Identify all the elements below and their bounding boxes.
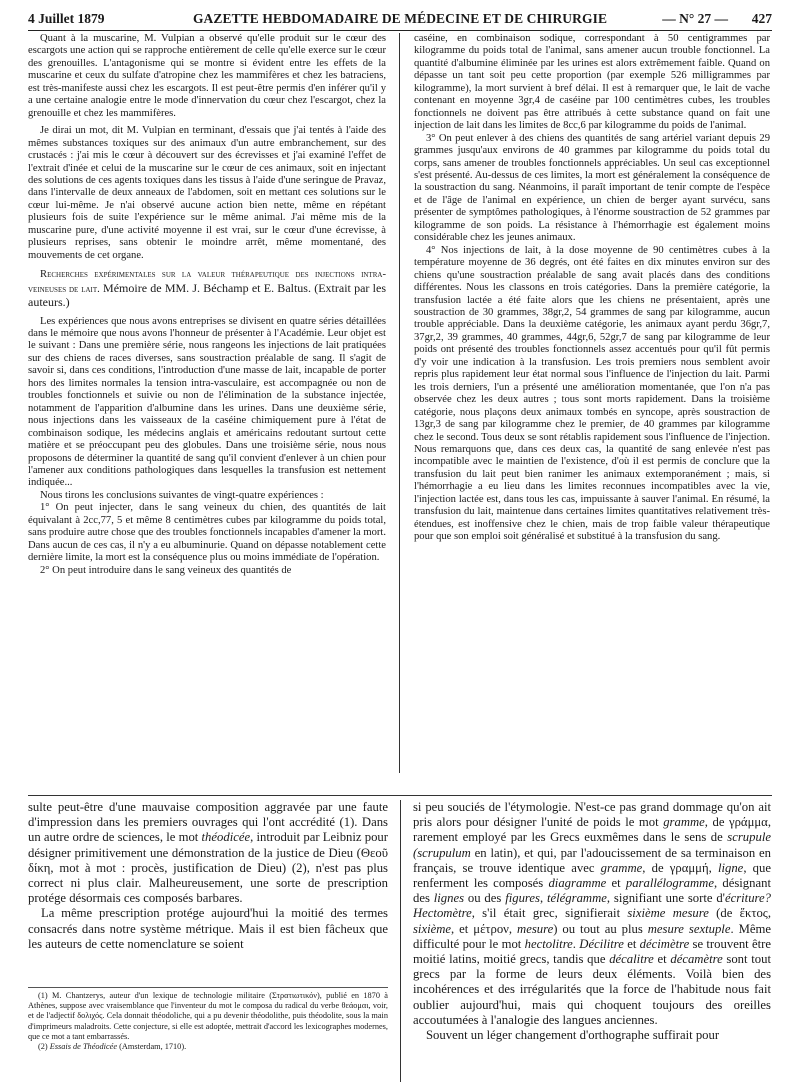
paragraph: Je dirai un mot, dit M. Vulpian en terminant, d'essais que j'ai tentés à l'aide des mêmes substances toxiques sur des animaux d'un autre embranchement, sur des crustacés : j'ai mis le cœur à découvert sur des écrevisses et j'ai examiné l'effet de l'extrait d'inée et celui de la muscarine sur le cœur de ces animaux, soit en injectant des solutions de ces agents toxiques dans les tissus à l'aide d'une seringue de Pravaz, dans l'intervalle de deux anneaux de l'abdomen, soit en mettant ces solutions sur le cœur lui-même. Je n'ai observé aucune action bien nette, même en répétant plusieurs fois de suite l'expérience sur le même animal. J'ai même mis de la muscarine pure, d'une activité moyenne il est vrai, sur le cœur d'une écrevisse, à plusieurs reprises, sans obtenir le moindre arrêt, même momentané, des mouvements de cet organe. xyxy=(28,125,386,261)
footnote-1: (1) M. Chantzerys, auteur d'un lexique de technologie militaire (Στρατιωτικόν), publié en 1870 à Athènes, suppose avec vraisemblance que l'inventeur du mot le composa du radical du verbe θεάομαι, voir, et de l'adjectif δολιχός. Cela donnait théodoliche, qui a pu devenir théodolithe, puis théodolite, sous la main d'imprimeurs maladroits. Cette conjecture, si elle est adoptée, mettrait d'accord les lexicographes modernes, que ce mot a tant embarrassés. xyxy=(28,991,388,1041)
footnotes xyxy=(28,991,388,1083)
text-run: et xyxy=(653,952,671,967)
text-run: , de γράμμα, rarement employé par les Grecs euxmêmes dans le sens de xyxy=(413,815,771,845)
italic-term: parallélogramme xyxy=(625,876,714,891)
header-page-number: 427 xyxy=(751,11,772,26)
text-run: (Amsterdam, 1710). xyxy=(117,1042,187,1052)
paragraph xyxy=(413,800,771,1028)
text-run: , s'il était grec, signifierait xyxy=(471,906,628,921)
text-run: et xyxy=(606,876,626,891)
bottom-left-column xyxy=(28,800,388,983)
paragraph: Quant à la muscarine, M. Vulpian a observé qu'elle produit sur le cœur des escargots une action qui se rapproche entièrement de celle qu'elle exerce sur le cœur des grenouilles. L'antagonisme qui se montre si évident entre les effets de la muscarine et ceux du sulfate d'atropine chez les mammifères et chez les batraciens, est très-manifeste aussi chez les escargots. Il est peut-être permis d'en inférer qu'il y a une certaine analogie entre le mode d'innervation du cœur chez l'escargot, chez la grenouille et chez les mammifères. xyxy=(28,33,386,119)
italic-term: hectolitre xyxy=(524,936,573,951)
italic-term: sixième xyxy=(413,921,452,936)
running-header xyxy=(28,8,772,31)
paragraph: Les expériences que nous avons entreprises se divisent en quatre séries détaillées dans le mémoire que nous avons l'honneur de présenter à l'Académie. Leur objet est le suivant : Dans une première série, nous rangeons les injections de lait pratiquées sur des chiens de races diverses, sans soustraction préalable de sang. Il s'agit de savoir si, dans ces conditions, l'introduction d'une masse de lait, incapable de porter hors des limites normales la tension intra-vasculaire, est accompagnée ou non de troubles fonctionnels et suivie ou non de l'élimination de la substance injectée, notamment de l'apparition d'albumine dans les urines. Dans une deuxième série, nous injections dans les vaisseaux de la caséine chimiquement pure à l'état de combinaison sodique, les médecins anglais et américains redoutant surtout cette matière et se préoccupant peu des globules. Dans une troisième série, nous nous proposons de déterminer la quantité de sang qu'il convient d'enlever à un chien pour l'amener aux conditions pathologiques dans lesquelles la transfusion est nettement indiquée... xyxy=(28,315,386,489)
text-run: si peu souciés de l'étymologie. N'est-ce pas grand dommage qu'on ait pris alors pour désigner l'unité de poids le mot xyxy=(413,800,771,830)
text-run: , que renferment les composés xyxy=(413,860,771,891)
paragraph: Souvent un léger changement d'orthographe suffirait pour xyxy=(426,1028,720,1043)
italic-term: lignes xyxy=(433,891,465,906)
paragraph: La même prescription protége aujourd'hui la moitié des termes consacrés dans notre système métrique. Mais il est bien fâcheux que les auteurs de cette nomenclature se soient xyxy=(28,906,388,951)
italic-term: mesure sextuple xyxy=(647,921,731,936)
header-issue: — N° 27 — xyxy=(662,11,728,26)
italic-term: décamètre xyxy=(670,952,723,967)
text-run: . xyxy=(572,936,580,951)
italic-term: mesure xyxy=(517,921,554,936)
italic-term: télégramme xyxy=(546,891,607,906)
italic-term: théodicée xyxy=(201,830,251,845)
footnote-rule xyxy=(28,987,388,988)
text-run: , désignant des xyxy=(413,876,771,906)
paragraph: 2° On peut introduire dans le sang veineux des quantités de xyxy=(40,564,292,576)
text-run: (2) xyxy=(38,1042,50,1052)
paragraph xyxy=(28,800,388,906)
italic-term: gramme xyxy=(663,815,705,830)
paragraph: caséine, en combinaison sodique, correspondant à 50 centigrammes par kilogramme du poids total de l'animal, sans amener aucun trouble fonctionnel. La quantité d'albumine éliminée par les urines est alors extrêmement faible. Quand on dépasse un tant soit peu cette proportion (par exemple 526 milligrammes par kilogramme), la mort survient à bref délai. Il est à remarquer que, le lait de vache contenant en moyenne 3gr,4 de caséine par 100 centimètres cubes, les troubles fonctionnels ne doivent pas être attribués à cette substance quand on fait une injection de lait dans les limites de 8cc,6 par kilogramme du poids de l'animal. xyxy=(414,33,770,132)
text-run: se trouvent être moitié latins, moitié grecs, tandis que xyxy=(413,936,771,967)
text-run: , de γραμμή, xyxy=(642,860,718,875)
paragraph: Nous tirons les conclusions suivantes de vingt-quatre expériences : xyxy=(40,489,324,501)
italic-term: sixième mesure xyxy=(627,906,709,921)
italic-term: décimètre xyxy=(639,936,690,951)
header-date: 4 Juillet 1879 xyxy=(28,11,105,26)
paragraph: 4° Nos injections de lait, à la dose moyenne de 90 centimètres cubes à la température moyenne de 36 degrés, ont été faites en dix minutes environ sur des chiens qu'une soustraction préalable de sang avait placés dans des conditions différentes. Nous les classons en trois catégories. Dans la première catégorie, la transfusion lactée a été faite alors que les chiens ne présentaient, après une soustraction de 30 grammes, 38gr,2, 54 grammes de sang par kilogramme, aucun trouble appréciable. Dans la deuxième catégorie, les animaux ayant perdu 36gr,7, 37gr,2, 39 grammes, 40 grammes, 44gr,6, 52gr,7 de sang par kilogramme de leur poids ont présenté des troubles fonctionnels assez accentués pour qu'il fût permis d'y voir une indication à la transfusion. Les trois premiers nous semblent avoir repris plus rapidement leur état normal sous l'influence de l'injection du lait. Parmi les trois derniers, l'un a présenté une amélioration momentanée, que l'on n'a pas observée chez les deux autres ; tous sont morts rapidement. Dans la troisième catégorie, nous plaçons deux animaux tombés en syncope, après soustraction de 13gr,3 de sang par kilogramme chez le premier, de 40 grammes par kilogramme chez le second. Tous deux se sont rétablis rapidement sous l'influence de l'injection. Nous remarquons que, dans ces deux cas, la quantité de sang enlevée n'est pas incompatible avec le maintien de l'existence, d'où il est permis de conclure que la transfusion du lait peut bien ranimer les animaux extemporanément ; mais, si l'hémorrhagie a eu lieu dans les limites reconnues incompatibles avec la vie, l'injection lactée est, dans tous les cas, impuissante à sauver l'animal. En résumé, la transfusion du lait, maintenue dans certaines limites quantitatives relativement très-étendues, est inoffensive chez le chien, mais de trop faible valeur thérapeutique pour que son emploi soit généralisé et substitué à la transfusion du sang. xyxy=(414,244,770,543)
column-divider-bottom xyxy=(400,800,401,1082)
italic-term: ligne xyxy=(717,860,744,875)
text-run: en latin), et qui, par l'adoucissement de sa terminaison en français, se trouve identique avec xyxy=(413,845,771,875)
right-column xyxy=(414,33,770,733)
italic-term: gramme xyxy=(600,860,643,875)
text-run: , introduit par Leibniz pour désigner primitivement une démonstration de la justice de Dieu (Θεοῦ δίκη, mot à mot : procès, justification de Dieu) (2), n'est pas plus correct ni plus clair. Malheureusement, une sorte de prescription protége désormais ces composés barbares. xyxy=(28,830,388,906)
paragraph: 3° On peut enlever à des chiens des quantités de sang artériel variant depuis 29 grammes jusqu'aux environs de 40 grammes par kilogramme du poids total du corps, sans amener de troubles fonctionnels appréciables. Un seul cas exceptionnel s'est présenté. Au-dessus de ces limites, la mort est généralement la conséquence de la soustraction du sang. Néanmoins, il paraît important de tenir compte de l'espèce et de l'âge de l'animal en expérience, un chien de berger ayant survécu, sans présenter de symptômes pathologiques, à l'énorme soustraction de 52 grammes par kilogramme de son poids. La résistance à l'hémorrhagie est également moins considérable chez les jeunes animaux. xyxy=(414,132,770,244)
paragraph: 1° On peut injecter, dans le sang veineux du chien, des quantités de lait équivalant à 2cc,77, 5 et même 8 centimètres cubes par kilogramme du poids total, sans produire autre chose que des troubles fonctionnels incapables d'amener la mort. Dans aucun de ces cas, il n'y a eu albuminurie. Quand on dépasse notablement cette dernière limite, la mort est la conséquence plus ou moins immédiate de l'opération. xyxy=(28,502,386,564)
text-run: et xyxy=(623,936,640,951)
italic-term: décalitre xyxy=(609,952,654,967)
text-run: , xyxy=(539,891,547,906)
text-run: , et μέτρον, xyxy=(451,921,518,936)
italic-term: écriture? Hectomètre xyxy=(413,891,771,921)
section-heading-authors: Mémoire de MM. J. Béchamp et E. Baltus. (Extrait par les auteurs.) xyxy=(28,280,386,310)
italic-term: Décilitre xyxy=(579,936,624,951)
italic-term: diagramme xyxy=(548,876,607,891)
text-run: (de ἕκτος, xyxy=(708,906,771,921)
section-heading xyxy=(28,269,386,310)
text-run: sulte peut-être d'une mauvaise composition aggravée par une faute d'impression dans les premiers ouvrages qui l'ont accrédité (1). Dans un autre ordre de sciences, le mot xyxy=(28,800,388,845)
left-column xyxy=(28,33,386,791)
text-run: sont tout grecs par la forme de leurs deux éléments. Voilà bien des incohérences et des irrégularités que la force de l'habitude nous fait oublier aujourd'hui, mais qui choquent toujours des oreilles accoutumées à l'analogie des langues anciennes. xyxy=(413,952,771,1027)
text-run: , signifiant une sorte d' xyxy=(606,891,725,906)
text-run: ou des xyxy=(464,891,506,906)
footnote-2 xyxy=(28,1042,388,1052)
section-heading-title: Recherches expérimentales sur la valeur thérapeutique des injections intra-veineuses de lait. xyxy=(28,269,386,295)
italic-term: Essais de Théodicée xyxy=(49,1042,118,1052)
column-divider-top xyxy=(399,33,400,773)
italic-term: scrupule (scrupulum xyxy=(413,830,771,860)
section-rule xyxy=(28,795,772,796)
header-title: GAZETTE HEBDOMADAIRE DE MÉDECINE ET DE CHIRURGIE xyxy=(192,11,608,26)
text-run: ) ou tout au plus xyxy=(553,921,648,936)
italic-term: figures xyxy=(505,891,540,906)
bottom-right-column xyxy=(413,800,771,1080)
text-run: . Même difficulté pour le mot xyxy=(413,921,771,951)
